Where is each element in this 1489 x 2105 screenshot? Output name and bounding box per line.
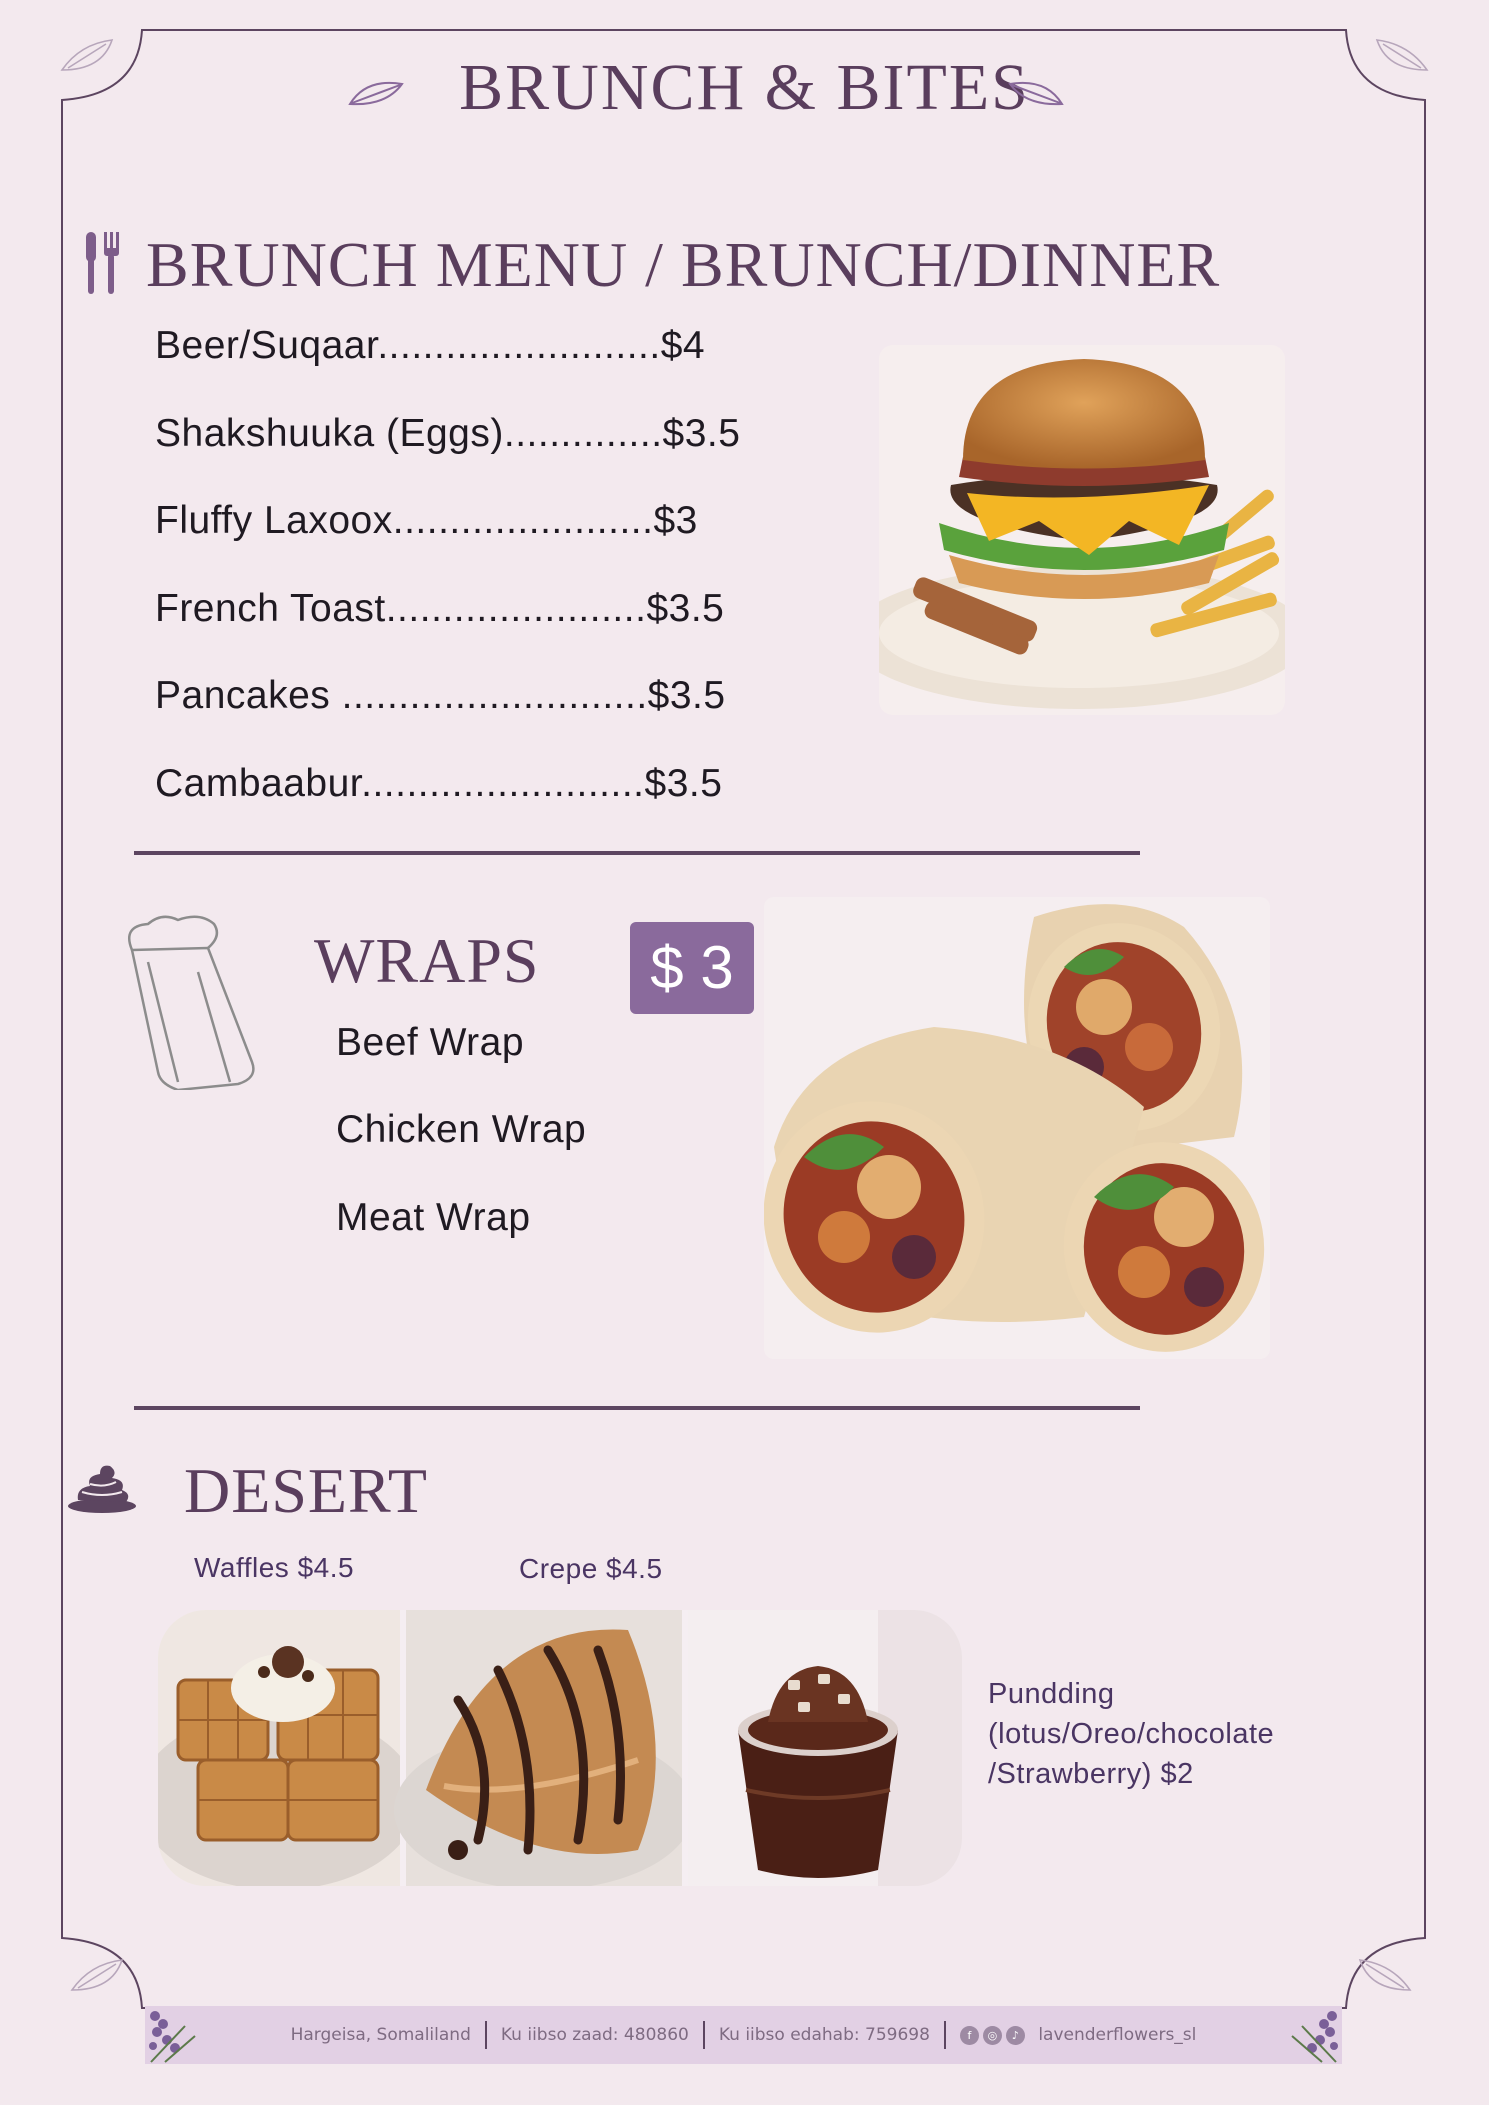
waffles-photo [158,1610,418,1886]
wraps-heading: WRAPS [314,925,540,996]
menu-item-french-toast: French Toast.......................$3.5 [155,587,725,630]
pudding-description [988,1674,1328,1794]
footer-edahab: Ku iibso edahab: 759698 [718,2025,930,2045]
burger-photo [879,345,1285,715]
footer-band [145,2006,1342,2064]
crepe-photo [394,1610,694,1886]
pudding-line-3: /Strawberry) $2 [988,1758,1194,1790]
crepe-label: Crepe $4.5 [519,1553,663,1584]
wraps-photo [764,897,1270,1359]
menu-item-pancakes: Pancakes ...........................$3.5 [155,674,726,717]
footer-zaad: Ku iibso zaad: 480860 [500,2025,689,2045]
dessert-icon [66,1462,138,1514]
brunch-heading: BRUNCH MENU / BRUNCH/DINNER [146,229,1221,300]
pudding-line-1: Pundding [988,1678,1115,1710]
pudding-photo [688,1610,962,1886]
wrap-item-meat: Meat Wrap [336,1196,531,1239]
desert-heading: DESERT [184,1455,428,1526]
dessert-photos [158,1610,962,1886]
instagram-icon[interactable]: ◎ [983,2026,1002,2045]
wraps-price-badge: $ 3 [630,922,754,1014]
footer-social [946,2025,1210,2045]
burrito-icon [118,912,258,1090]
wrap-item-chicken: Chicken Wrap [336,1108,587,1151]
footer-social-handle: lavenderflowers_sl [1038,2025,1197,2045]
right-leaf-ornament-icon [1006,76,1066,112]
fork-knife-icon [82,232,122,296]
menu-item-beer-suqaar: Beer/Suqaar.........................$4 [155,324,706,367]
facebook-icon[interactable]: f [960,2026,979,2045]
menu-item-fluffy-laxoox: Fluffy Laxoox.......................$3 [155,499,698,542]
menu-item-shakshuuka: Shakshuuka (Eggs)..............$3.5 [155,412,741,455]
page-title: BRUNCH & BITES [459,51,1030,124]
waffles-label: Waffles $4.5 [194,1552,355,1583]
footer-location: Hargeisa, Somaliland [290,2025,471,2045]
wrap-item-beef: Beef Wrap [336,1021,525,1064]
pudding-line-2: (lotus/Oreo/chocolate [988,1718,1275,1750]
menu-item-cambaabur: Cambaabur.........................$3.5 [155,762,723,805]
section-divider-2 [134,1406,1140,1410]
section-divider-1 [134,851,1140,855]
tiktok-icon[interactable]: ♪ [1006,2026,1025,2045]
